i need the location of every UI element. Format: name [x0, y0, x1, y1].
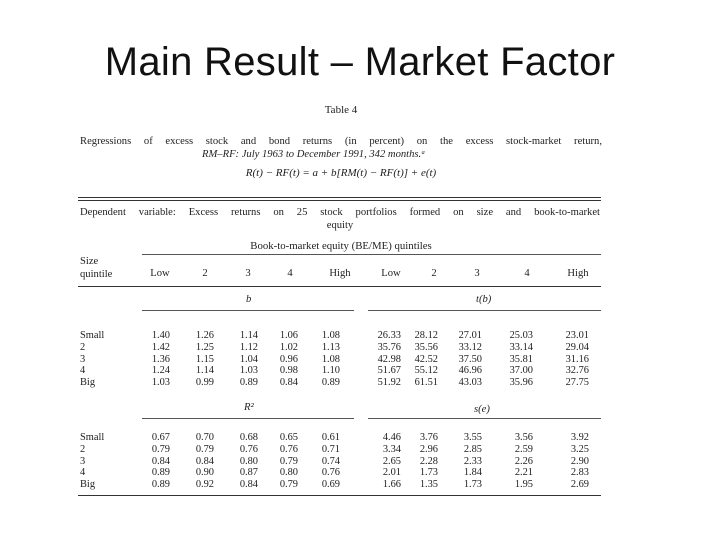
table-cell: 51.92: [377, 377, 401, 389]
table-cell: 33.12: [458, 341, 482, 353]
dependent-variable-note: [80, 206, 600, 232]
table-cell: 1.26: [195, 330, 214, 341]
table-cell: 1.15: [195, 353, 214, 365]
table-cell: 3.25: [570, 443, 589, 455]
column-header-left-5: High: [329, 268, 351, 279]
table-cell: 0.76: [321, 467, 340, 479]
row-label: 4: [80, 467, 86, 479]
table-cell: 1.03: [151, 377, 170, 389]
header-rule: [78, 286, 601, 287]
table-row: [78, 432, 604, 444]
section-se-label: s(e): [474, 404, 490, 415]
size-label-line-2: quintile: [80, 269, 113, 280]
table-cell: 0.69: [321, 479, 340, 491]
quintiles-underline: [142, 254, 601, 255]
table-cell: 0.80: [279, 467, 298, 479]
row-label: Big: [80, 377, 96, 389]
table-cell: 0.89: [151, 479, 170, 491]
table-cell: 1.73: [419, 467, 438, 479]
row-label: 2: [80, 341, 86, 353]
table-row: [78, 342, 604, 354]
table-cell: 3.55: [463, 432, 482, 443]
section-b-label: b: [246, 294, 252, 305]
table-cell: 2.26: [514, 455, 533, 467]
dependent-line-2: equity: [326, 220, 354, 231]
table-cell: 1.95: [514, 479, 533, 491]
caption-line-1: Regressions of excess stock and bond returns (in percent) on the excess stock-market return,: [80, 136, 602, 147]
table-cell: 61.51: [414, 377, 438, 389]
table-cell: 0.99: [195, 377, 214, 389]
table-cell: 2.21: [514, 467, 533, 479]
table-cell: 35.76: [377, 341, 401, 353]
table-cell: 1.35: [419, 479, 438, 491]
column-header-left-4: 4: [287, 268, 293, 279]
table-cell: 2.85: [463, 443, 482, 455]
table-cell: 1.25: [195, 341, 214, 353]
table-cell: 4.46: [382, 432, 401, 443]
table-cell: 3.34: [382, 443, 401, 455]
column-header-row: [78, 268, 604, 282]
column-header-right-3: 3: [474, 268, 480, 279]
row-label: 4: [80, 365, 86, 377]
table-cell: 1.08: [321, 353, 340, 365]
table-cell: 33.14: [509, 341, 533, 353]
table-cell: 46.96: [458, 365, 482, 377]
table-cell: 2.96: [419, 443, 438, 455]
table-label: Table 4: [324, 104, 358, 116]
table-cell: 0.68: [239, 432, 258, 443]
top-rule: [78, 197, 601, 198]
column-header-left-2: 2: [202, 268, 208, 279]
table-cell: 2.59: [514, 443, 533, 455]
table-cell: 1.02: [279, 341, 298, 353]
table-row: [78, 377, 604, 389]
column-header-left-1: Low: [150, 268, 170, 279]
top-rule-double: [78, 200, 601, 201]
table-row: [78, 354, 604, 366]
table-cell: 35.56: [414, 341, 438, 353]
table-cell: 2.69: [570, 479, 589, 491]
table-cell: 0.98: [279, 365, 298, 377]
bottom-rule: [78, 495, 601, 496]
table-cell: 0.84: [151, 455, 170, 467]
table-cell: 3.76: [419, 432, 438, 443]
table-cell: 1.12: [239, 341, 258, 353]
table-cell: 0.76: [279, 443, 298, 455]
row-label: 3: [80, 455, 86, 467]
table-cell: 0.67: [151, 432, 170, 443]
column-header-right-2: 2: [431, 268, 437, 279]
table-cell: 37.50: [458, 353, 482, 365]
table-cell: 0.79: [151, 443, 170, 455]
table-cell: 0.76: [239, 443, 258, 455]
table-cell: 0.89: [239, 377, 258, 389]
row-label: 3: [80, 353, 86, 365]
table-cell: 1.06: [279, 330, 298, 341]
row-label: Small: [80, 432, 105, 443]
slide-title: Main Result – Market Factor: [104, 40, 616, 84]
table-scan: [78, 104, 604, 512]
table-row: [78, 479, 604, 491]
table-cell: 2.90: [570, 455, 589, 467]
row-label: Small: [80, 330, 105, 341]
table-cell: 0.71: [321, 443, 340, 455]
table-cell: 42.52: [414, 353, 438, 365]
table-cell: 0.89: [151, 467, 170, 479]
table-cell: 0.89: [321, 377, 340, 389]
dependent-line-1: Dependent variable: Excess returns on 25 stock portfolios formed on size and book-to-market: [80, 207, 600, 218]
table-cell: 3.56: [514, 432, 533, 443]
table-cell: 1.36: [151, 353, 170, 365]
table-cell: 1.14: [195, 365, 214, 377]
table-cell: 0.61: [321, 432, 340, 443]
table-cell: 0.79: [195, 443, 214, 455]
table-cell: 1.40: [151, 330, 170, 341]
column-header-right-1: Low: [381, 268, 401, 279]
table-cell: 35.81: [509, 353, 533, 365]
section-se-underline: [368, 418, 601, 419]
table-cell: 3.92: [570, 432, 589, 443]
caption-line-2: RM–RF: July 1963 to December 1991, 342 months.ᵃ: [202, 149, 426, 160]
table-cell: 0.84: [195, 455, 214, 467]
table-cell: 0.96: [279, 353, 298, 365]
table-cell: 1.04: [239, 353, 258, 365]
table-cell: 0.84: [239, 479, 258, 491]
table-cell: 0.74: [321, 455, 340, 467]
table-cell: 1.03: [239, 365, 258, 377]
b-rows-group: [78, 330, 604, 389]
size-label-line-1: Size: [80, 256, 99, 267]
table-cell: 43.03: [458, 377, 482, 389]
table-row: [78, 330, 604, 342]
table-cell: 27.01: [458, 330, 482, 341]
table-row: [78, 444, 604, 456]
table-cell: 2.28: [419, 455, 438, 467]
table-cell: 2.33: [463, 455, 482, 467]
table-cell: 0.92: [195, 479, 214, 491]
r2-rows-group: [78, 432, 604, 491]
table-cell: 2.01: [382, 467, 401, 479]
section-r2-label: R²: [244, 402, 254, 413]
table-cell: 23.01: [565, 330, 589, 341]
table-cell: 0.80: [239, 455, 258, 467]
table-cell: 1.13: [321, 341, 340, 353]
column-header-right-5: High: [567, 268, 589, 279]
table-cell: 0.70: [195, 432, 214, 443]
table-cell: 0.79: [279, 479, 298, 491]
table-cell: 1.10: [321, 365, 340, 377]
table-cell: 51.67: [377, 365, 401, 377]
section-tb-label: t(b): [476, 294, 492, 305]
table-row: [78, 365, 604, 377]
table-cell: 1.73: [463, 479, 482, 491]
table-cell: 1.42: [151, 341, 170, 353]
table-cell: 1.66: [382, 479, 401, 491]
table-cell: 0.84: [279, 377, 298, 389]
table-cell: 1.84: [463, 467, 482, 479]
table-cell: 2.83: [570, 467, 589, 479]
quintiles-header: Book-to-market equity (BE/ME) quintiles: [250, 240, 432, 252]
table-cell: 25.03: [509, 330, 533, 341]
regression-equation: R(t) − RF(t) = a + b[RM(t) − RF(t)] + e(t): [245, 167, 437, 179]
table-row: [78, 467, 604, 479]
table-cell: 42.98: [377, 353, 401, 365]
table-cell: 26.33: [377, 330, 401, 341]
section-tb-underline: [368, 310, 601, 311]
table-cell: 29.04: [565, 341, 589, 353]
table-cell: 31.16: [565, 353, 589, 365]
table-cell: 37.00: [509, 365, 533, 377]
column-header-right-4: 4: [524, 268, 530, 279]
table-cell: 0.65: [279, 432, 298, 443]
table-cell: 0.90: [195, 467, 214, 479]
section-b-underline: [142, 310, 354, 311]
section-r2-underline: [142, 418, 354, 419]
table-cell: 2.65: [382, 455, 401, 467]
table-cell: 27.75: [565, 377, 589, 389]
table-cell: 1.14: [239, 330, 258, 341]
column-header-left-3: 3: [245, 268, 251, 279]
table-cell: 0.79: [279, 455, 298, 467]
table-cell: 55.12: [414, 365, 438, 377]
table-cell: 0.87: [239, 467, 258, 479]
table-cell: 28.12: [414, 330, 438, 341]
table-caption: [80, 135, 602, 161]
row-label: Big: [80, 479, 96, 491]
row-label: 2: [80, 443, 86, 455]
table-row: [78, 456, 604, 468]
table-cell: 1.08: [321, 330, 340, 341]
table-cell: 35.96: [509, 377, 533, 389]
table-cell: 32.76: [565, 365, 589, 377]
table-cell: 1.24: [151, 365, 170, 377]
